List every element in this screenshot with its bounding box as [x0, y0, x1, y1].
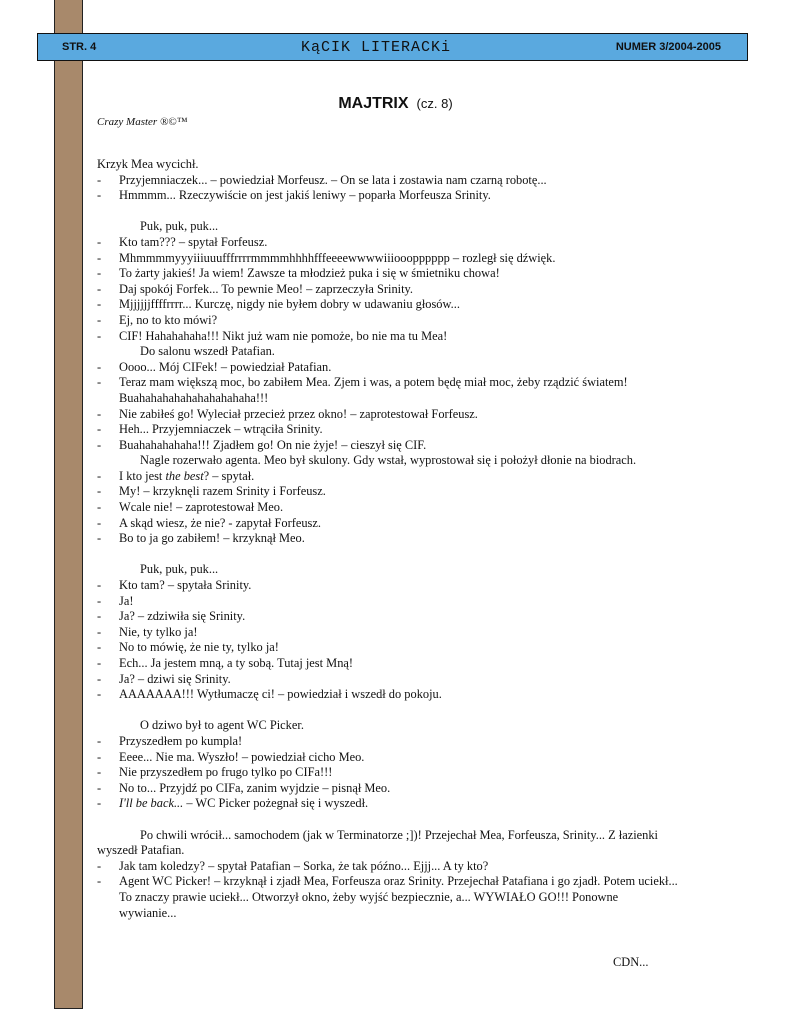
dialogue-dash: -: [97, 624, 102, 639]
dialogue-line: [97, 609, 737, 625]
line-text: Mhmmmmyyyiiiuuufffrrrrmmmmhhhhfffeeeewwwwiiiooopppppp – rozległ się dźwięk.: [119, 250, 556, 265]
dialogue-dash: -: [97, 188, 102, 203]
dialogue-dash: -: [97, 796, 102, 811]
page-header: [37, 33, 748, 61]
dialogue-line: [97, 360, 737, 376]
dialogue-line: [97, 422, 737, 438]
line-text: Nie zabiłeś go! Wyleciał przecież przez okno! – zaprotestował Forfeusz.: [119, 406, 478, 421]
dialogue-dash: -: [97, 671, 102, 686]
line-text: Nagle rozerwało agenta. Meo był skulony. Gdy wstał, wyprostował się i położył dłonie na biodrach.: [140, 453, 637, 468]
text-line: [97, 391, 737, 407]
dialogue-dash: -: [97, 593, 102, 608]
line-text: I'll be back... – WC Picker pożegnał się i wyszedł.: [119, 796, 369, 811]
dialogue-line: [97, 375, 737, 391]
line-text: wyszedł Patafian.: [97, 843, 185, 858]
dialogue-dash: -: [97, 858, 102, 873]
dialogue-dash: -: [97, 406, 102, 421]
line-text: Daj spokój Forfek... To pewnie Meo! – zaprzeczyła Srinity.: [119, 281, 414, 296]
dialogue-line: [97, 734, 737, 750]
line-text: Przyszedłem po kumpla!: [119, 733, 243, 748]
line-text: A skąd wiesz, że nie? - zapytał Forfeusz.: [119, 515, 321, 530]
dialogue-dash: -: [97, 609, 102, 624]
line-text: wywianie...: [119, 905, 177, 920]
dialogue-dash: -: [97, 375, 102, 390]
text-line: [97, 843, 737, 859]
article-title-main: MAJTRIX: [338, 95, 409, 112]
dialogue-line: [97, 625, 737, 641]
line-text: Teraz mam większą moc, bo zabiłem Mea. Zjem i was, a potem będę miał moc, żeby rządzić światem!: [119, 375, 628, 390]
dialogue-line: [97, 313, 737, 329]
text-line: [97, 906, 737, 922]
dialogue-dash: -: [97, 234, 102, 249]
line-text: Przyjemniaczek... – powiedział Morfeusz. – On se lata i zostawia nam czarną robotę...: [119, 172, 547, 187]
line-text: Ja!: [119, 593, 134, 608]
line-text: Nie, ty tylko ja!: [119, 624, 198, 639]
line-text: Krzyk Mea wycichł.: [97, 157, 199, 171]
line-text: AAAAAAA!!! Wytłumaczę ci! – powiedział i wszedł do pokoju.: [119, 687, 442, 702]
dialogue-dash: -: [97, 281, 102, 296]
dialogue-dash: -: [97, 437, 102, 452]
dialogue-dash: -: [97, 578, 102, 593]
line-text: Jak tam koledzy? – spytał Patafian – Sorka, że tak późno... Ejjj... A ty kto?: [119, 858, 489, 873]
dialogue-line: [97, 407, 737, 423]
line-text: Eeee... Nie ma. Wyszło! – powiedział cicho Meo.: [119, 749, 365, 764]
line-text: To znaczy prawie uciekł... Otworzył okno, żeby wyjść bezpiecznie, a... WYWIAŁO GO!!! Ponowne: [119, 889, 619, 904]
dialogue-line: [97, 188, 737, 204]
dialogue-dash: -: [97, 765, 102, 780]
dialogue-dash: -: [97, 531, 102, 546]
line-text: Bo to ja go zabiłem! – krzyknął Meo.: [119, 531, 305, 546]
line-text: Heh... Przyjemniaczek – wtrąciła Srinity.: [119, 422, 323, 437]
dialogue-line: [97, 640, 737, 656]
line-text: Puk, puk, puk...: [140, 562, 219, 577]
dialogue-line: [97, 266, 737, 282]
dialogue-line: [97, 251, 737, 267]
dialogue-dash: -: [97, 733, 102, 748]
line-text: CIF! Hahahahaha!!! Nikt już wam nie pomoże, bo nie ma tu Mea!: [119, 328, 448, 343]
dialogue-line: [97, 656, 737, 672]
issue-number: NUMER 3/2004-2005: [615, 41, 721, 53]
line-text: Wcale nie! – zaprotestował Meo.: [119, 500, 284, 515]
page-number: STR. 4: [62, 41, 97, 53]
dialogue-dash: -: [97, 422, 102, 437]
dialogue-line: [97, 874, 737, 890]
dialogue-line: [97, 516, 737, 532]
dialogue-line: [97, 859, 737, 875]
dialogue-line: [97, 687, 737, 703]
line-text: Buahahahahahahahahahaha!!!: [119, 390, 269, 405]
line-text: Kto tam??? – spytał Forfeusz.: [119, 234, 268, 249]
dialogue-line: [97, 765, 737, 781]
line-text: I kto jest the best? – spytał.: [119, 468, 255, 483]
dialogue-line: [97, 750, 737, 766]
paragraph-gap: [97, 703, 737, 719]
line-text: No to mówię, że nie ty, tylko ja!: [119, 640, 279, 655]
paragraph-gap: [97, 547, 737, 563]
dialogue-line: [97, 282, 737, 298]
text-line: [97, 890, 737, 906]
text-line: [97, 718, 737, 734]
line-text: Kto tam? – spytała Srinity.: [119, 578, 252, 593]
line-text: No to... Przyjdź po CIFa, zanim wyjdzie – pisnął Meo.: [119, 780, 391, 795]
line-text: Mjjjjjjffffrrrr... Kurczę, nigdy nie byłem dobry w udawaniu głosów...: [119, 297, 460, 312]
dialogue-dash: -: [97, 250, 102, 265]
text-line: [97, 157, 737, 173]
dialogue-line: [97, 594, 737, 610]
continued-note: CDN...: [613, 955, 649, 969]
dialogue-dash: -: [97, 266, 102, 281]
dialogue-dash: -: [97, 484, 102, 499]
line-text: To żarty jakieś! Ja wiem! Zawsze ta młodzież puka i się w śmietniku chowa!: [119, 266, 500, 281]
line-text: Agent WC Picker! – krzyknął i zjadł Mea, Forfeusza oraz Srinity. Przejechał Patafiana i go zjadł. Potem uciekł...: [119, 874, 678, 889]
dialogue-dash: -: [97, 687, 102, 702]
dialogue-line: [97, 531, 737, 547]
line-text: Puk, puk, puk...: [140, 219, 219, 234]
left-sidebar-bar: [54, 0, 83, 1009]
dialogue-dash: -: [97, 468, 102, 483]
dialogue-dash: -: [97, 172, 102, 187]
line-text: Nie przyszedłem po frugo tylko po CIFa!!!: [119, 765, 333, 780]
line-text: Ja? – dziwi się Srinity.: [119, 671, 231, 686]
line-text: Hmmmm... Rzeczywiście on jest jakiś leniwy – poparła Morfeusza Srinity.: [119, 188, 491, 203]
dialogue-line: [97, 484, 737, 500]
dialogue-dash: -: [97, 874, 102, 889]
dialogue-dash: -: [97, 780, 102, 795]
dialogue-dash: -: [97, 515, 102, 530]
dialogue-line: [97, 438, 737, 454]
line-text: Ech... Ja jestem mną, a ty sobą. Tutaj jest Mną!: [119, 656, 354, 670]
dialogue-dash: -: [97, 500, 102, 515]
dialogue-line: [97, 235, 737, 251]
dialogue-line: [97, 796, 737, 812]
text-line: [97, 219, 737, 235]
text-line: [97, 453, 737, 469]
line-text: Ja? – zdziwiła się Srinity.: [119, 609, 246, 624]
line-text: My! – krzyknęli razem Srinity i Forfeusz.: [119, 484, 326, 499]
line-text: Do salonu wszedł Patafian.: [140, 344, 275, 359]
paragraph-gap: [97, 204, 737, 220]
line-text: Ej, no to kto mówi?: [119, 312, 218, 327]
article-body: [97, 157, 737, 921]
dialogue-line: [97, 297, 737, 313]
dialogue-dash: -: [97, 359, 102, 374]
text-line: [97, 828, 737, 844]
line-text: Oooo... Mój CIFek! – powiedział Patafian.: [119, 359, 332, 374]
dialogue-line: [97, 672, 737, 688]
article-title: [0, 95, 791, 113]
line-text: Buahahahahaha!!! Zjadłem go! On nie żyje! – cieszył się CIF.: [119, 437, 427, 452]
dialogue-line: [97, 578, 737, 594]
dialogue-line: [97, 500, 737, 516]
dialogue-line: [97, 329, 737, 345]
dialogue-dash: -: [97, 312, 102, 327]
paragraph-gap: [97, 812, 737, 828]
dialogue-dash: -: [97, 328, 102, 343]
dialogue-dash: -: [97, 749, 102, 764]
text-line: [97, 344, 737, 360]
text-line: [97, 562, 737, 578]
section-title: KąCIK LITERACKi: [301, 38, 452, 56]
line-text: Po chwili wrócił... samochodem (jak w Terminatorze ;])! Przejechał Mea, Forfeusza, Srinity... Z łazienki: [140, 827, 658, 842]
dialogue-dash: -: [97, 640, 102, 655]
article-author: Crazy Master ®©™: [97, 116, 188, 128]
dialogue-line: [97, 469, 737, 485]
article-title-part: (cz. 8): [416, 96, 453, 111]
line-text: O dziwo był to agent WC Picker.: [140, 718, 304, 733]
dialogue-dash: -: [97, 297, 102, 312]
dialogue-line: [97, 173, 737, 189]
dialogue-line: [97, 781, 737, 797]
dialogue-dash: -: [97, 656, 102, 670]
